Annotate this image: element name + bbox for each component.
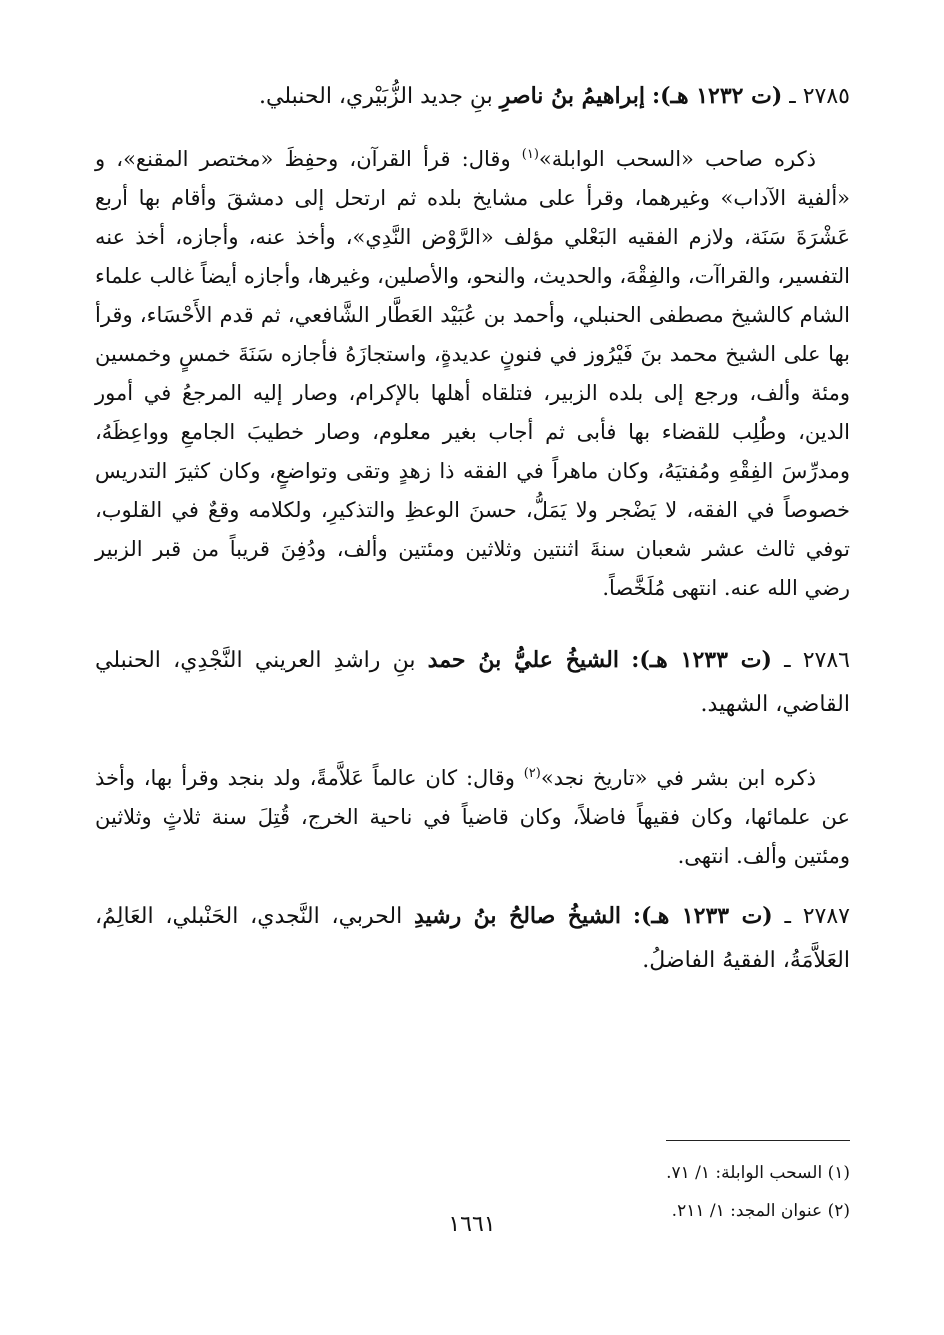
entry-number: ٢٧٨٥ ـ xyxy=(789,84,850,109)
entry-death-date: (ت ١٢٣٢ هـ): xyxy=(651,83,783,109)
entry-death-date: (ت ١٢٣٣ هـ): xyxy=(632,903,773,929)
entry-body-text: وقال: كان عالماً عَلاَّمةً، ولد بنجد وقرأ بها، وأخذ عن علمائها، وكان فقيهاً فاضلاً، وكان قاضياً في ناحية الخرج، قُتِلَ سنة ثلاثٍ وثلاثين ومئتين وألف. انتهى. xyxy=(95,766,850,868)
entry-number: ٢٧٨٧ ـ xyxy=(784,904,850,929)
footnote-1: (١) السحب الوابلة: ١/ ٧١. xyxy=(666,1163,850,1183)
footnote-ref-2[interactable]: (٢) xyxy=(523,766,541,781)
entry-heading-2787 xyxy=(95,894,850,983)
entry-body-lead: ذكره صاحب «السحب الوابلة» xyxy=(538,147,816,171)
entry-heading-2786 xyxy=(95,638,850,727)
entry-name-rest: بنِ جديد الزُّبَيْري، الحنبلي. xyxy=(259,84,493,109)
entry-body-lead: ذكره ابن بشر في «تاريخ نجد» xyxy=(540,766,817,790)
footnote-divider xyxy=(666,1140,850,1141)
entry-body-text: وقال: قرأ القرآن، وحفِظَ «مختصر المقنع»، و «ألفية الآداب» وغيرهما، وقرأ على مشايخ بلده ثم ارتحل إلى دمشقَ وأقام بها أربع عَشْرَةَ سَنَة، ولازم الفقيه البَعْلي مؤلف «الرَّوْض النَّدِي»، وأخذ عنه، وأجازه، أخذ عنه التفسير، والقراآت، والفِقْهَ، والحديث، والنحو، والأصلين، وغيرها، وأجازه أيضاً غالب علماء الشام كالشيخ مصطفى الحنبلي، وأحمد بن عُبَيْد العَطَّار الشَّافعي، ثم قدم الأَحْسَاء، وقرأ بها على الشيخ محمد بنَ فَيْرُوز في فنونٍ عديدةٍ، واستجازَهُ فأجازه سَنَةَ خمسٍ وخمسين ومئة وألف، ورجع إلى بلده الزبير، فتلقاه أهلها بالإكرام، وصار إليه المرجعُ في أمور الدين، وطُلِب للقضاء بها فأبى ثم أجاب بغير معلوم، وصار خطيبَ الجامعِ وواعِظَهُ، ومدرِّسَ الفِقْهِ ومُفتيَهُ، وكان ماهراً في الفقه ذا زهدٍ وتقى وتواضعٍ، وكان كثيرَ التدريس خصوصاً في الفقه، لا يَضْجر ولا يَمَلُّ، حسنَ الوعظِ والتذكيرِ، ولكلامه وقعٌ في القلوب، توفي ثالث عشر شعبان سنةَ اثنتين وثلاثين ومئتين وألف، ودُفِنَ قريباً من قبر الزبير رضي الله عنه. انتهى مُلَخَّصاً. xyxy=(95,147,850,600)
entry-heading-2785 xyxy=(95,74,850,119)
entry-body-2785 xyxy=(95,140,850,608)
entry-name-rest: الحربي، النَّجدي، الحَنْبلي، العَالِمُ، العَلاَّمَةُ، الفقيهُ الفاضلُ. xyxy=(95,904,850,973)
entry-body-2786 xyxy=(95,759,850,876)
footnote-ref-1[interactable]: (١) xyxy=(521,147,539,162)
entry-death-date: (ت ١٢٣٣ هـ): xyxy=(631,647,772,673)
entry-number: ٢٧٨٦ ـ xyxy=(784,648,850,673)
entry-name: الشيخُ عليُّ بنُ حمد xyxy=(427,647,619,673)
entry-name-rest: بنِ راشدِ العريني النَّجْدِي، الحنبلي القاضي، الشهيد. xyxy=(95,648,850,717)
entry-name: الشيخُ صالحُ بنُ رشيدِ xyxy=(413,903,622,929)
entry-name: إبراهيمُ بنُ ناصرِ xyxy=(499,83,645,109)
page-number: ١٦٦١ xyxy=(448,1212,496,1237)
document-page xyxy=(95,60,850,1310)
footnote-2: (٢) عنوان المجد: ١/ ٢١١. xyxy=(671,1201,850,1221)
